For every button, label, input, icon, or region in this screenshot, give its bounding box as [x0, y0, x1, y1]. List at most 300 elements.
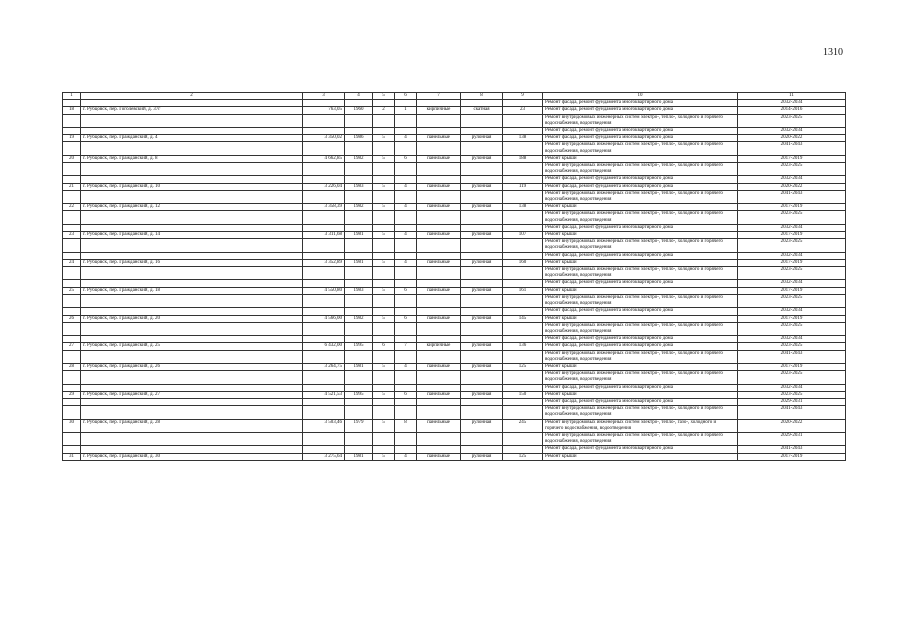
floors-cell: 5 [373, 315, 395, 322]
roof-type-cell: рулонная [461, 287, 503, 294]
entrances-cell [395, 308, 417, 315]
work-type-cell: Ремонт фасада, ремонт фундамента многоквартирного дома [543, 336, 738, 343]
row-number: 20 [63, 155, 81, 162]
roof-type-cell [461, 308, 503, 315]
address-cell: г. Рубцовск, пер. Гражданский, д. 8 [81, 155, 303, 162]
year-cell [345, 239, 373, 252]
table-row [63, 239, 846, 252]
area-cell [303, 176, 345, 183]
year-cell [345, 308, 373, 315]
apartments-cell: 23 [503, 107, 543, 114]
roof-type-cell: рулонная [461, 259, 503, 266]
table-row [63, 432, 846, 445]
floors-cell: 5 [373, 135, 395, 142]
roof-type-cell: скатная [461, 107, 503, 114]
area-cell [303, 406, 345, 419]
year-cell: 1983 [345, 183, 373, 190]
area-cell: 3 503,46 [303, 419, 345, 432]
apartments-cell: 150 [503, 391, 543, 398]
area-cell [303, 211, 345, 224]
address-cell [81, 267, 303, 280]
work-type-cell: Ремонт крыши [543, 204, 738, 211]
roof-type-cell [461, 267, 503, 280]
apartments-cell [503, 446, 543, 453]
table-row [63, 315, 846, 322]
roof-type-cell: рулонная [461, 343, 503, 350]
row-number: 25 [63, 287, 81, 294]
address-cell [81, 280, 303, 287]
period-cell: 2041-2043 [738, 142, 846, 155]
year-cell [345, 280, 373, 287]
row-number: 22 [63, 204, 81, 211]
floors-cell: 2 [373, 107, 395, 114]
work-type-cell: Ремонт фасада, ремонт фундамента многоквартирного дома [543, 446, 738, 453]
table-row [63, 446, 846, 453]
roof-type-cell: рулонная [461, 363, 503, 370]
address-cell: г. Рубцовск, пер. Гражданский, д. 20 [81, 315, 303, 322]
work-type-cell: Ремонт крыши [543, 363, 738, 370]
year-cell [345, 432, 373, 445]
address-cell [81, 406, 303, 419]
period-cell: 2017-2019 [738, 259, 846, 266]
walls-material-cell [417, 224, 461, 231]
roof-type-cell: рулонная [461, 453, 503, 460]
row-number [63, 398, 81, 405]
area-cell [303, 163, 345, 176]
work-type-cell: Ремонт внутридомовых инженерных систем электро-, тепло-, холодного и горячего водоснабжения, водоотведения [543, 322, 738, 335]
floors-cell [373, 190, 395, 203]
apartments-cell: 138 [503, 204, 543, 211]
floors-cell [373, 294, 395, 307]
table-row [63, 350, 846, 363]
apartments-cell [503, 239, 543, 252]
row-number [63, 371, 81, 384]
walls-material-cell [417, 100, 461, 107]
address-cell [81, 224, 303, 231]
work-type-cell: Ремонт внутридомовых инженерных систем электро-, тепло-, холодного и горячего водоснабжения, водоотведения [543, 190, 738, 203]
walls-material-cell [417, 294, 461, 307]
area-cell: 3 264,75 [303, 363, 345, 370]
address-cell: г. Рубцовск, пер. Гражданский, д. 4 [81, 135, 303, 142]
address-cell [81, 398, 303, 405]
row-number [63, 176, 81, 183]
entrances-cell [395, 163, 417, 176]
entrances-cell: 4 [395, 232, 417, 239]
address-cell [81, 211, 303, 224]
roof-type-cell [461, 252, 503, 259]
entrances-cell [395, 384, 417, 391]
area-cell: 3 226,04 [303, 183, 345, 190]
work-type-cell: Ремонт фасада, ремонт фундамента многоквартирного дома [543, 398, 738, 405]
walls-material-cell [417, 176, 461, 183]
work-type-cell: Ремонт крыши [543, 453, 738, 460]
apartments-cell [503, 294, 543, 307]
entrances-cell [395, 398, 417, 405]
apartments-cell [503, 280, 543, 287]
walls-material-cell: панельные [417, 183, 461, 190]
address-cell: г. Рубцовск, пер. Гражданский, д. 26 [81, 363, 303, 370]
entrances-cell [395, 280, 417, 287]
address-cell: г. Рубцовск, пер. Гоголевский, д. 37г [81, 107, 303, 114]
roof-type-cell [461, 211, 503, 224]
table-row [63, 453, 846, 460]
year-cell [345, 446, 373, 453]
work-type-cell: Ремонт крыши [543, 155, 738, 162]
period-cell: 2020-2022 [738, 419, 846, 432]
apartments-cell: 125 [503, 363, 543, 370]
apartments-cell [503, 322, 543, 335]
apartments-cell [503, 100, 543, 107]
area-cell [303, 128, 345, 135]
row-number [63, 100, 81, 107]
work-type-cell: Ремонт внутридомовых инженерных систем электро-, тепло-, холодного и горячего водоснабжения, водоотведения [543, 432, 738, 445]
address-cell: г. Рубцовск, пер. Гражданский, д. 16 [81, 259, 303, 266]
address-cell [81, 322, 303, 335]
area-cell [303, 294, 345, 307]
work-type-cell: Ремонт внутридомовых инженерных систем электро-, тепло-, холодного и горячего водоснабжения, водоотведения [543, 350, 738, 363]
entrances-cell [395, 336, 417, 343]
period-cell: 2023-2025 [738, 211, 846, 224]
floors-cell: 5 [373, 287, 395, 294]
entrances-cell [395, 128, 417, 135]
address-cell [81, 239, 303, 252]
table-row [63, 259, 846, 266]
entrances-cell [395, 371, 417, 384]
area-cell: 4 662,85 [303, 155, 345, 162]
period-cell: 2020-2022 [738, 183, 846, 190]
row-number [63, 267, 81, 280]
table-row [63, 204, 846, 211]
apartments-cell [503, 371, 543, 384]
apartments-cell: 107 [503, 232, 543, 239]
address-cell: г. Рубцовск, пер. Гражданский, д. 10 [81, 183, 303, 190]
work-type-cell: Ремонт фасада, ремонт фундамента многоквартирного дома [543, 107, 738, 114]
year-cell: 1982 [345, 155, 373, 162]
year-cell [345, 224, 373, 231]
entrances-cell [395, 224, 417, 231]
entrances-cell: 4 [395, 183, 417, 190]
year-cell: 1995 [345, 343, 373, 350]
entrances-cell: 4 [395, 259, 417, 266]
work-type-cell: Ремонт внутридомовых инженерных систем электро-, тепло-, холодного и горячего водоснабжения, водоотведения [543, 267, 738, 280]
work-type-cell: Ремонт фасада, ремонт фундамента многоквартирного дома [543, 135, 738, 142]
entrances-cell [395, 350, 417, 363]
table-row [63, 100, 846, 107]
walls-material-cell [417, 142, 461, 155]
apartments-cell [503, 350, 543, 363]
period-cell: 2041-2043 [738, 190, 846, 203]
apartments-cell [503, 432, 543, 445]
walls-material-cell [417, 190, 461, 203]
row-number: 24 [63, 259, 81, 266]
row-number [63, 163, 81, 176]
apartments-cell [503, 163, 543, 176]
walls-material-cell [417, 406, 461, 419]
table-row [63, 287, 846, 294]
apartments-cell [503, 267, 543, 280]
period-cell: 2041-2043 [738, 350, 846, 363]
year-cell [345, 336, 373, 343]
floors-cell [373, 446, 395, 453]
table-row [63, 343, 846, 350]
row-number: 27 [63, 343, 81, 350]
work-type-cell: Ремонт крыши [543, 287, 738, 294]
period-cell: 2023-2025 [738, 371, 846, 384]
roof-type-cell [461, 280, 503, 287]
address-cell [81, 100, 303, 107]
area-cell [303, 308, 345, 315]
area-cell: 4 550,80 [303, 287, 345, 294]
row-number [63, 190, 81, 203]
floors-cell [373, 308, 395, 315]
floors-cell: 5 [373, 155, 395, 162]
work-type-cell: Ремонт фасада, ремонт фундамента многоквартирного дома [543, 308, 738, 315]
area-cell [303, 336, 345, 343]
apartments-cell [503, 224, 543, 231]
area-cell [303, 114, 345, 127]
area-cell: 3 358,39 [303, 204, 345, 211]
entrances-cell [395, 294, 417, 307]
area-cell [303, 224, 345, 231]
address-cell [81, 432, 303, 445]
area-cell [303, 100, 345, 107]
floors-cell [373, 224, 395, 231]
walls-material-cell [417, 211, 461, 224]
period-cell: 2023-2025 [738, 114, 846, 127]
row-number [63, 446, 81, 453]
floors-cell [373, 114, 395, 127]
entrances-cell [395, 142, 417, 155]
year-cell: 1982 [345, 204, 373, 211]
floors-cell [373, 267, 395, 280]
period-cell: 2017-2019 [738, 204, 846, 211]
roof-type-cell [461, 350, 503, 363]
row-number [63, 350, 81, 363]
year-cell [345, 384, 373, 391]
roof-type-cell [461, 432, 503, 445]
row-number [63, 322, 81, 335]
area-cell [303, 446, 345, 453]
roof-type-cell: рулонная [461, 183, 503, 190]
period-cell: 2032-2034 [738, 336, 846, 343]
period-cell: 2032-2034 [738, 280, 846, 287]
row-number [63, 252, 81, 259]
address-cell [81, 163, 303, 176]
walls-material-cell: панельные [417, 287, 461, 294]
work-type-cell: Ремонт крыши [543, 259, 738, 266]
roof-type-cell: рулонная [461, 391, 503, 398]
area-cell [303, 142, 345, 155]
year-cell [345, 211, 373, 224]
roof-type-cell [461, 322, 503, 335]
walls-material-cell [417, 398, 461, 405]
roof-type-cell [461, 384, 503, 391]
floors-cell: 5 [373, 391, 395, 398]
roof-type-cell [461, 446, 503, 453]
row-number [63, 336, 81, 343]
apartments-cell: 125 [503, 453, 543, 460]
walls-material-cell: панельные [417, 315, 461, 322]
table-row [63, 211, 846, 224]
page-number: 1310 [823, 47, 843, 58]
year-cell [345, 176, 373, 183]
entrances-cell: 8 [395, 419, 417, 432]
area-cell: 3 311,68 [303, 232, 345, 239]
walls-material-cell [417, 267, 461, 280]
table-row [63, 391, 846, 398]
table-row [63, 224, 846, 231]
table-row [63, 163, 846, 176]
area-cell [303, 190, 345, 203]
walls-material-cell [417, 239, 461, 252]
header-cell: 4 [345, 93, 373, 100]
entrances-cell [395, 432, 417, 445]
apartments-cell [503, 384, 543, 391]
address-cell [81, 308, 303, 315]
work-type-cell: Ремонт крыши [543, 391, 738, 398]
walls-material-cell: панельные [417, 259, 461, 266]
apartments-cell: 245 [503, 419, 543, 432]
year-cell [345, 294, 373, 307]
entrances-cell [395, 322, 417, 335]
roof-type-cell: рулонная [461, 135, 503, 142]
area-cell: 6 432,00 [303, 343, 345, 350]
period-cell: 2023-2025 [738, 294, 846, 307]
area-cell [303, 384, 345, 391]
roof-type-cell [461, 406, 503, 419]
address-cell [81, 350, 303, 363]
area-cell: 4 521,53 [303, 391, 345, 398]
apartments-cell: 136 [503, 343, 543, 350]
table-row [63, 114, 846, 127]
floors-cell [373, 252, 395, 259]
row-number: 29 [63, 391, 81, 398]
work-type-cell: Ремонт фасада, ремонт фундамента многоквартирного дома [543, 280, 738, 287]
floors-cell [373, 163, 395, 176]
table-row [63, 267, 846, 280]
year-cell: 1960 [345, 107, 373, 114]
row-number: 26 [63, 315, 81, 322]
floors-cell: 5 [373, 204, 395, 211]
work-type-cell: Ремонт крыши [543, 232, 738, 239]
period-cell: 2023-2025 [738, 322, 846, 335]
apartments-cell [503, 336, 543, 343]
year-cell [345, 350, 373, 363]
entrances-cell [395, 446, 417, 453]
year-cell: 1983 [345, 287, 373, 294]
apartments-cell: 138 [503, 135, 543, 142]
work-type-cell: Ремонт внутридомовых инженерных систем электро-, тепло-, холодного и горячего водоснабжения, водоотведения [543, 142, 738, 155]
period-cell: 2020-2022 [738, 135, 846, 142]
work-type-cell: Ремонт фасада, ремонт фундамента многоквартирного дома [543, 252, 738, 259]
floors-cell [373, 350, 395, 363]
walls-material-cell [417, 371, 461, 384]
row-number [63, 128, 81, 135]
roof-type-cell [461, 142, 503, 155]
table-row [63, 406, 846, 419]
row-number [63, 142, 81, 155]
header-cell: 6 [395, 93, 417, 100]
area-cell [303, 350, 345, 363]
year-cell: 1979 [345, 419, 373, 432]
table-row [63, 322, 846, 335]
year-cell: 1981 [345, 453, 373, 460]
roof-type-cell [461, 163, 503, 176]
table-row [63, 280, 846, 287]
row-number: 28 [63, 363, 81, 370]
address-cell [81, 142, 303, 155]
header-cell: 9 [503, 93, 543, 100]
header-cell: 5 [373, 93, 395, 100]
area-cell [303, 252, 345, 259]
walls-material-cell: панельные [417, 204, 461, 211]
work-type-cell: Ремонт внутридомовых инженерных систем электро-, тепло-, холодного и горячего водоснабжения, водоотведения [543, 294, 738, 307]
apartments-cell [503, 211, 543, 224]
area-cell [303, 267, 345, 280]
year-cell: 1986 [345, 135, 373, 142]
roof-type-cell: рулонная [461, 315, 503, 322]
floors-cell: 5 [373, 453, 395, 460]
floors-cell [373, 384, 395, 391]
floors-cell [373, 336, 395, 343]
year-cell [345, 190, 373, 203]
apartments-cell [503, 398, 543, 405]
row-number [63, 384, 81, 391]
work-type-cell: Ремонт фасада, ремонт фундамента многоквартирного дома [543, 384, 738, 391]
roof-type-cell [461, 371, 503, 384]
roof-type-cell [461, 128, 503, 135]
table-row [63, 107, 846, 114]
year-cell: 1982 [345, 315, 373, 322]
apartments-cell [503, 406, 543, 419]
year-cell [345, 114, 373, 127]
row-number [63, 114, 81, 127]
row-number [63, 280, 81, 287]
apartments-cell: 161 [503, 287, 543, 294]
walls-material-cell: панельные [417, 363, 461, 370]
year-cell [345, 100, 373, 107]
row-number [63, 239, 81, 252]
year-cell [345, 371, 373, 384]
year-cell [345, 267, 373, 280]
period-cell: 2029-2031 [738, 398, 846, 405]
walls-material-cell: панельные [417, 391, 461, 398]
walls-material-cell [417, 252, 461, 259]
row-number [63, 432, 81, 445]
apartments-cell [503, 142, 543, 155]
work-type-cell: Ремонт фасада, ремонт фундамента многоквартирного дома [543, 183, 738, 190]
table-body [63, 100, 846, 461]
roof-type-cell: рулонная [461, 204, 503, 211]
area-cell: 3 350,02 [303, 135, 345, 142]
year-cell: 1995 [345, 391, 373, 398]
floors-cell [373, 239, 395, 252]
row-number: 30 [63, 419, 81, 432]
table-row [63, 336, 846, 343]
entrances-cell [395, 100, 417, 107]
floors-cell [373, 280, 395, 287]
roof-type-cell [461, 176, 503, 183]
address-cell: г. Рубцовск, пер. Гражданский, д. 14 [81, 232, 303, 239]
floors-cell: 5 [373, 419, 395, 432]
entrances-cell [395, 190, 417, 203]
work-type-cell: Ремонт крыши [543, 315, 738, 322]
row-number [63, 224, 81, 231]
period-cell: 2032-2034 [738, 176, 846, 183]
walls-material-cell [417, 384, 461, 391]
period-cell: 2023-2025 [738, 163, 846, 176]
year-cell [345, 252, 373, 259]
